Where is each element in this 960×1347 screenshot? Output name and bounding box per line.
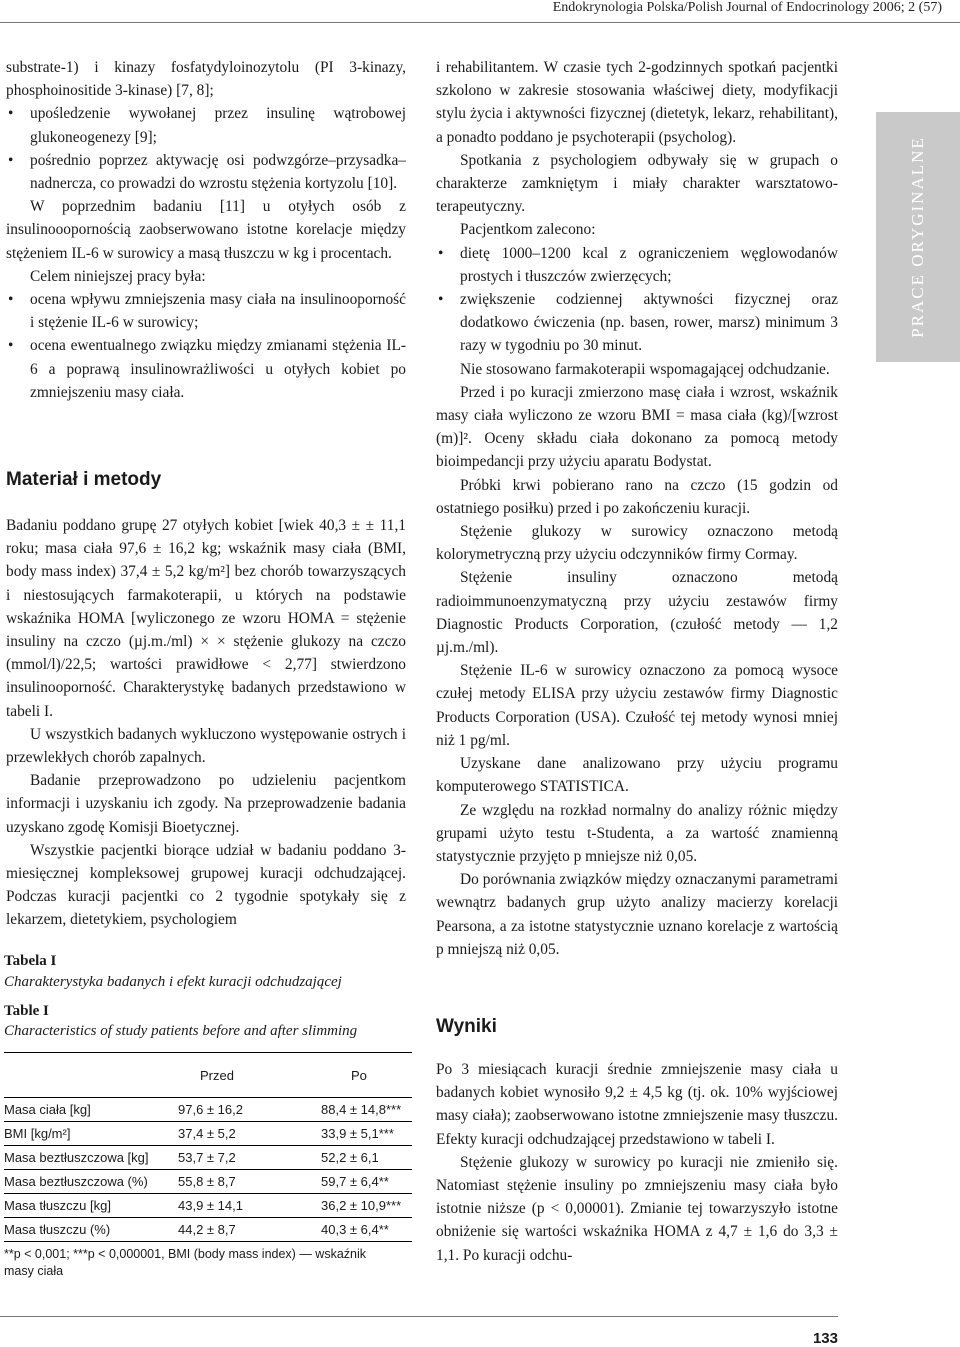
table-cell: Masa ciała [kg] bbox=[4, 1102, 91, 1117]
paragraph: U wszystkich badanych wykluczono występowanie ostrych i przewlekłych chorób zapalnych. bbox=[6, 725, 406, 767]
paragraph: Próbki krwi pobierano rano na czczo (15 godzin od ostatniego posiłku) przed i po zakończeniu kuracji. bbox=[436, 476, 838, 517]
table-cell: 97,6 ± 16,2 bbox=[178, 1102, 243, 1117]
paragraph: Badanie przeprowadzono po udzieleniu pacjentkom informacji i uzyskaniu ich zgody. Na przeprowadzenie badania uzyskano zgodę Komisji Bioetycznej. bbox=[6, 772, 406, 836]
paragraph: Celem niniejszej pracy była: bbox=[30, 267, 206, 285]
table-cell: 43,9 ± 14,1 bbox=[178, 1198, 243, 1213]
table-cell: 59,7 ± 6,4** bbox=[321, 1174, 389, 1189]
section-heading-results: Wyniki bbox=[436, 1016, 497, 1037]
table-caption-pl: Charakterystyka badanych i efekt kuracji odchudzającej bbox=[4, 974, 342, 990]
section-side-tab-label: PRACE ORYGINALNE bbox=[908, 136, 927, 338]
table-row bbox=[4, 1218, 412, 1242]
header-rule bbox=[0, 22, 960, 23]
bullet-item: • ocena wpływu zmniejszenia masy ciała na insulinooporność i stężenie IL-6 w surowicy; bbox=[6, 288, 406, 334]
table-cell: 37,4 ± 5,2 bbox=[178, 1126, 236, 1141]
table-caption-en: Characteristics of study patients before and after slimming bbox=[4, 1023, 358, 1039]
bullet-item: • pośrednio poprzez aktywację osi podwzgórze–przysadka–nadnercza, co prowadzi do wzrostu stężenia kortyzolu [10]. bbox=[6, 149, 406, 195]
paragraph: i rehabilitantem. W czasie tych 2-godzinnych spotkań pacjentki szkolono w zakresie stosowania właściwej diety, modyfikacji stylu życia i aktywności fizycznej (dietetyk, lekarz, rehabilitant), a ponadto poddano je psychoterapii (psycholog). bbox=[436, 59, 838, 146]
table-row bbox=[4, 1098, 412, 1122]
table-row bbox=[4, 1194, 412, 1218]
table-row bbox=[4, 1146, 412, 1170]
paragraph: Stężenie IL-6 w surowicy oznaczono za pomocą wysoce czułej metody ELISA przy użyciu zestawów firmy Diagnostic Products Corporation (USA). Czułość tej metody wynosi mniej niż 1 pg/ml. bbox=[436, 662, 838, 749]
page-number: 133 bbox=[812, 1330, 838, 1347]
paragraph: Pacjentkom zalecono: bbox=[460, 221, 596, 239]
paragraph: Stężenie glukozy w surowicy oznaczono metodą kolorymetryczną przy użyciu odczynników firmy Cormay. bbox=[436, 523, 838, 564]
paragraph: Badaniu poddano grupę 27 otyłych kobiet [wiek 40,3 ± ± 11,1 roku; masa ciała 97,6 ± 16,2 kg; wskaźnik masy ciała (BMI, body mass index) 37,4 ± 5,2 kg/m²] bez chorób towarzyszących i niestosujących farmakoterapii, u których na podstawie wskaźnika HOMA [wyliczonego ze wzoru HOMA = stężenie insuliny na czczo (µj.m./ml) × × stężenie glukozy na czczo (mmol/l)/22,5; wartości prawidłowe < 2,77] stwierdzono insulinooporność. Charakterystykę badanych przedstawiono w tabeli I. bbox=[6, 517, 406, 720]
paragraph: Spotkania z psychologiem odbywały się w grupach o charakterze zamkniętym i miały charakter warsztatowo-terapeutyczny. bbox=[436, 151, 838, 216]
table-cell: Masa beztłuszczowa [kg] bbox=[4, 1150, 149, 1165]
right-column-results bbox=[436, 1058, 838, 1267]
table-cell: 88,4 ± 14,8*** bbox=[321, 1102, 402, 1117]
bullet-item: • zwiększenie codziennej aktywności fizycznej oraz dodatkowo ćwiczenia (np. basen, rower, marsz) minimum 3 razy w tygodniu po 30 minut. bbox=[436, 288, 838, 358]
right-column-top bbox=[436, 56, 838, 961]
paragraph: Nie stosowano farmakoterapii wspomagającej odchudzanie. bbox=[460, 360, 830, 378]
table-cell: 36,2 ± 10,9*** bbox=[321, 1198, 402, 1213]
table-header-after: Po bbox=[351, 1067, 367, 1083]
table-cell: Masa beztłuszczowa (%) bbox=[4, 1174, 148, 1189]
journal-header: Endokrynologia Polska/Polish Journal of Endocrinology 2006; 2 (57) bbox=[552, 0, 942, 15]
paragraph: Do porównania związków między oznaczanymi parametrami wewnątrz badanych grup użyto analizy macierzy korelacji Pearsona, a za istotne statystycznie uznano korelacje z wartością p mniejszą niż 0,05. bbox=[436, 871, 838, 958]
table-cell: BMI [kg/m²] bbox=[4, 1126, 71, 1141]
table-row bbox=[4, 1122, 412, 1146]
paragraph: Wszystkie pacjentki biorące udział w badaniu poddano 3-miesięcznej kompleksowej grupowej kuracji odchudzającej. Podczas kuracji pacjentki co 2 tygodnie spotykały się z lekarzem, dietetykiem, psychologiem bbox=[6, 841, 406, 929]
table-cell: Masa tłuszczu [kg] bbox=[4, 1198, 111, 1213]
table-label-pl: Tabela I bbox=[4, 953, 57, 969]
paragraph: Uzyskane dane analizowano przy użyciu programu komputerowego STATISTICA. bbox=[436, 755, 838, 796]
table-cell: 55,8 ± 8,7 bbox=[178, 1174, 236, 1189]
section-heading-methods: Materiał i metody bbox=[6, 469, 162, 490]
paragraph: Przed i po kuracji zmierzono masę ciała i wzrost, wskaźnik masy ciała wyliczono ze wzoru BMI = masa ciała (kg)/[wzrost (m)]². Oceny składu ciała dokonano za pomocą metody bioimpedancji przy użyciu aparatu Bodystat. bbox=[436, 383, 838, 471]
table-cell: 53,7 ± 7,2 bbox=[178, 1150, 236, 1165]
table-header-empty bbox=[4, 1053, 178, 1098]
table-cell: 33,9 ± 5,1*** bbox=[321, 1126, 394, 1141]
paragraph: Stężenie glukozy w surowicy po kuracji nie zmieniło się. Natomiast stężenie insuliny po zmniejszeniu masy ciała było istotnie niższe (p < 0,00001). Zmianie tej towarzyszyło istotne obniżenie się wartości wskaźnika HOMA z 4,7 ± 1,6 do 3,3 ± 1,1. Po kuracji odchu- bbox=[436, 1153, 838, 1264]
table-label-en: Table I bbox=[4, 1003, 49, 1019]
paragraph: Po 3 miesiącach kuracji średnie zmniejszenie masy ciała u badanych kobiet wynosiło 9,2 ± 4,5 kg (tj. ok. 10% wyjściowej masy ciała); zaobserwowano istotne zmniejszenie masy tłuszczu. Efekty kuracji odchudzającej przedstawiono w tabeli I. bbox=[436, 1061, 838, 1148]
table-header-before: Przed bbox=[200, 1067, 234, 1083]
table-footnote: **p < 0,001; ***p < 0,000001, BMI (body mass index) — wskaźnik masy ciała bbox=[4, 1247, 366, 1278]
footer-rule bbox=[0, 1316, 838, 1317]
bullet-item: • upośledzenie wywołanej przez insulinę wątrobowej glukoneogenezy [9]; bbox=[6, 102, 406, 148]
table-cell: 44,2 ± 8,7 bbox=[178, 1222, 236, 1237]
characteristics-table bbox=[4, 1052, 412, 1242]
table-row bbox=[4, 1170, 412, 1194]
table-cell: Masa tłuszczu (%) bbox=[4, 1222, 111, 1237]
bullet-item: • dietę 1000–1200 kcal z ograniczeniem węglowodanów prostych i tłuszczów zwierzęcych; bbox=[436, 242, 838, 288]
paragraph: W poprzednim badaniu [11] u otyłych osób z insulinooopornością zaobserwowano istotne korelacje między stężeniem IL-6 w surowicy a masą tłuszczu w kg i procentach. bbox=[6, 198, 406, 262]
paragraph: Stężenie insuliny oznaczono metodą radioimmunoenzymatyczną przy użyciu zestawów firmy Diagnostic Products Corporation, (czułość metody — 1,2 µj.m./ml). bbox=[436, 569, 838, 657]
left-column-top bbox=[6, 56, 406, 404]
table-cell: 40,3 ± 6,4** bbox=[321, 1222, 389, 1237]
bullet-item: • ocena ewentualnego związku między zmianami stężenia IL-6 a poprawą insulinowrażliwości u otyłych kobiet po zmniejszeniu masy ciała. bbox=[6, 334, 406, 404]
table-header-row bbox=[4, 1053, 412, 1098]
paragraph: substrate-1) i kinazy fosfatydyloinozytolu (PI 3-kinazy, phosphoinositide 3-kinase) [7, 8]; bbox=[6, 59, 406, 100]
paragraph: Ze względu na rozkład normalny do analizy różnic między grupami użyto testu t-Studenta, a za wartość znamienną statystycznie przyjęto p mniejsze niż 0,05. bbox=[436, 801, 838, 865]
table-cell: 52,2 ± 6,1 bbox=[321, 1150, 379, 1165]
left-column-methods bbox=[6, 514, 406, 932]
